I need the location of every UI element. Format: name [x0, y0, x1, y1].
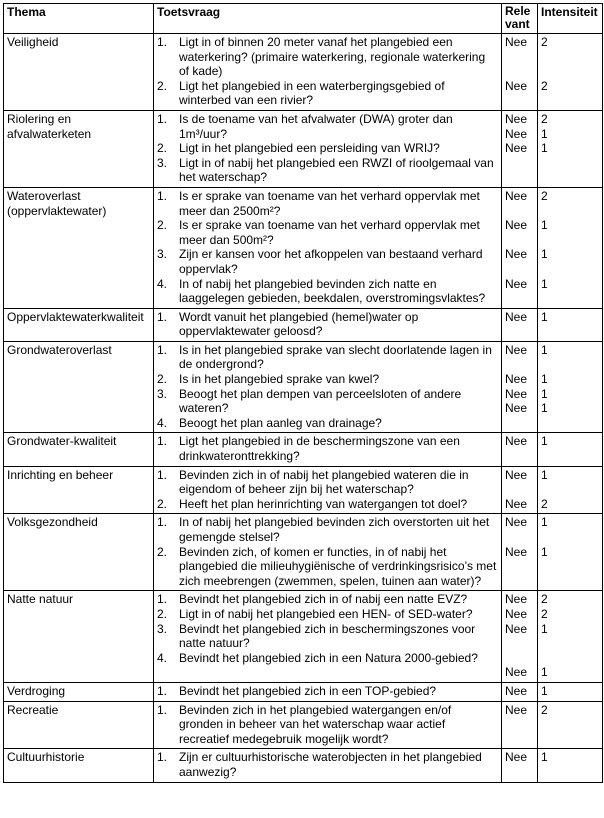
intensiteit-cell	[538, 341, 603, 433]
question-item	[157, 592, 498, 607]
question-item	[157, 497, 498, 512]
thema-cell: Wateroverlast (oppervlaktewater)	[4, 187, 154, 308]
intensiteit-value	[541, 50, 599, 65]
relevant-value	[505, 482, 534, 497]
intensiteit-cell	[538, 682, 603, 701]
table-row	[4, 682, 603, 701]
question-number: 1.	[157, 750, 168, 765]
question-number: 1.	[157, 702, 168, 717]
question-item	[157, 310, 498, 339]
relevant-value: Nee	[505, 544, 528, 559]
intensiteit-value: 1	[541, 750, 548, 765]
header-toetsvraag: Toetsvraag	[154, 4, 502, 34]
intensiteit-value: 2	[541, 188, 548, 203]
intensiteit-cell	[538, 466, 603, 514]
relevant-value: Nee	[505, 592, 528, 607]
question-number: 4.	[157, 650, 168, 665]
relevant-value: Nee	[505, 750, 528, 765]
relevant-value	[505, 204, 534, 219]
question-number: 1.	[157, 35, 168, 49]
intensiteit-value: 1	[541, 126, 548, 141]
question-text: Heeft het plan herinrichting van watergangen tot doel?	[179, 496, 468, 511]
table-row	[4, 591, 603, 683]
intensiteit-value: 1	[541, 372, 548, 387]
question-number: 4.	[157, 415, 168, 430]
thema-cell: Inrichting en beheer	[4, 466, 154, 514]
question-text: Is er sprake van toename van het verhard oppervlak met meer dan 2500m²?	[179, 188, 480, 218]
question-number: 1.	[157, 683, 168, 698]
thema-cell: Verdroging	[4, 682, 154, 701]
question-text: Zijn er cultuurhistorische waterobjecten in het plangebied aanwezig?	[179, 750, 482, 779]
thema-cell: Grondwater-kwaliteit	[4, 433, 154, 466]
toetsvraag-cell	[154, 308, 502, 341]
question-list	[157, 703, 498, 747]
intensiteit-value: 1	[541, 621, 548, 636]
question-number: 1.	[157, 111, 168, 126]
thema-cell: Natte natuur	[4, 591, 154, 683]
relevant-value: Nee	[505, 606, 528, 621]
toetsvraag-cell	[154, 466, 502, 514]
question-item	[157, 141, 498, 156]
header-intensiteit: Intensiteit	[538, 4, 603, 34]
question-item	[157, 79, 498, 108]
intensiteit-value: 2	[541, 496, 548, 511]
question-item	[157, 607, 498, 622]
relevant-value: Nee	[505, 309, 528, 324]
relevant-cell	[502, 433, 538, 466]
toetsvraag-cell	[154, 749, 502, 782]
question-number: 2.	[157, 606, 168, 621]
table-body	[4, 34, 603, 783]
question-list	[157, 434, 498, 463]
question-item	[157, 387, 498, 416]
intensiteit-value: 2	[541, 111, 548, 126]
question-text: Ligt in het plangebied een persleiding van WRIJ?	[179, 141, 440, 156]
question-text: Bevinden zich in of nabij het plangebied wateren die in eigendom of beheer zijn bij het waterschap?	[179, 467, 469, 497]
intensiteit-cell	[538, 591, 603, 683]
toetsvragen-table	[3, 3, 603, 783]
question-item	[157, 434, 498, 463]
relevant-value	[505, 357, 534, 372]
table-row	[4, 701, 603, 749]
question-number: 2.	[157, 78, 168, 93]
question-list	[157, 35, 498, 108]
intensiteit-value: 1	[541, 386, 548, 401]
question-number: 2.	[157, 544, 168, 559]
relevant-cell	[502, 749, 538, 782]
intensiteit-value: 1	[541, 515, 548, 530]
header-thema: Thema	[4, 4, 154, 34]
table-row	[4, 34, 603, 111]
intensiteit-cell	[538, 110, 603, 187]
question-number: 1.	[157, 309, 168, 324]
relevant-cell	[502, 466, 538, 514]
thema-cell: Veiligheid	[4, 34, 154, 111]
relevant-cell	[502, 341, 538, 433]
intensiteit-value: 1	[541, 218, 548, 233]
question-list	[157, 310, 498, 339]
question-text: Is in het plangebied sprake van kwel?	[179, 372, 380, 387]
intensiteit-value	[541, 530, 599, 545]
question-number: 2.	[157, 496, 168, 511]
intensiteit-value: 2	[541, 35, 548, 49]
question-text: Bevindt het plangebied zich in een TOP-gebied?	[179, 683, 437, 698]
relevant-value: Nee	[505, 467, 528, 482]
question-item	[157, 189, 498, 218]
relevant-value: Nee	[505, 247, 528, 262]
intensiteit-cell	[538, 514, 603, 591]
relevant-cell	[502, 187, 538, 308]
question-list	[157, 112, 498, 185]
relevant-value	[505, 636, 534, 651]
question-list	[157, 515, 498, 588]
question-item	[157, 277, 498, 306]
relevant-cell	[502, 701, 538, 749]
thema-cell: Cultuurhistorie	[4, 749, 154, 782]
relevant-cell	[502, 591, 538, 683]
relevant-value: Nee	[505, 188, 528, 203]
intensiteit-value: 2	[541, 78, 548, 93]
table-row	[4, 433, 603, 466]
question-text: Ligt in of nabij het plangebied een RWZI of rioolgemaal van het waterschap?	[179, 155, 494, 185]
question-number: 2.	[157, 141, 168, 156]
relevant-cell	[502, 34, 538, 111]
intensiteit-value	[541, 233, 599, 248]
question-text: Bevindt het plangebied zich in een Natura 2000-gebied?	[179, 650, 478, 665]
intensiteit-value: 1	[541, 276, 548, 291]
question-item	[157, 468, 498, 497]
question-item	[157, 218, 498, 247]
question-list	[157, 684, 498, 699]
question-text: Ligt in of nabij het plangebied een HEN- of SED-water?	[179, 606, 473, 621]
question-item	[157, 343, 498, 372]
intensiteit-cell	[538, 701, 603, 749]
question-number: 1.	[157, 592, 168, 607]
thema-cell: Oppervlaktewaterkwaliteit	[4, 308, 154, 341]
relevant-value: Nee	[505, 372, 528, 387]
intensiteit-value: 1	[541, 247, 548, 262]
table-row	[4, 187, 603, 308]
toetsvraag-cell	[154, 682, 502, 701]
question-item	[157, 372, 498, 387]
relevant-value: Nee	[505, 342, 528, 357]
question-number: 1.	[157, 188, 168, 203]
question-list	[157, 468, 498, 512]
question-text: Is in het plangebied sprake van slecht doorlatende lagen in de ondergrond?	[179, 342, 492, 372]
thema-cell: Grondwateroverlast	[4, 341, 154, 433]
question-item	[157, 703, 498, 747]
question-number: 3.	[157, 247, 168, 262]
relevant-value: Nee	[505, 218, 528, 233]
intensiteit-cell	[538, 187, 603, 308]
toetsvraag-cell	[154, 187, 502, 308]
question-text: Beoogt het plan aanleg van drainage?	[179, 415, 382, 430]
thema-cell: Recreatie	[4, 701, 154, 749]
table-row	[4, 110, 603, 187]
relevant-value	[505, 262, 534, 277]
relevant-cell	[502, 514, 538, 591]
intensiteit-value	[541, 651, 599, 666]
question-item	[157, 416, 498, 431]
table-row	[4, 308, 603, 341]
question-item	[157, 35, 498, 79]
question-item	[157, 112, 498, 141]
question-text: Bevindt het plangebied zich in of nabij een natte EVZ?	[179, 592, 468, 607]
question-text: Bevindt het plangebied zich in beschermingszones voor natte natuur?	[179, 621, 476, 651]
question-item	[157, 515, 498, 544]
toetsvraag-cell	[154, 341, 502, 433]
question-text: Is de toename van het afvalwater (DWA) groter dan 1m³/uur?	[179, 111, 453, 141]
relevant-value: Nee	[505, 111, 528, 126]
intensiteit-value	[541, 262, 599, 277]
question-item	[157, 622, 498, 651]
intensiteit-value	[541, 204, 599, 219]
relevant-cell	[502, 682, 538, 701]
question-number: 3.	[157, 155, 168, 170]
intensiteit-cell	[538, 34, 603, 111]
question-text: Bevinden zich, of komen er functies, in of nabij het plangebied die milieuhygiënische of verdrinkingsrisico’s met zich meebrengen (zwemmen, spelen, tuinen aan water)?	[179, 544, 497, 588]
relevant-cell	[502, 308, 538, 341]
question-number: 4.	[157, 276, 168, 291]
question-text: In of nabij het plangebied bevinden zich natte en laaggelegen gebieden, beekdalen, overstromingsvlaktes?	[179, 276, 486, 306]
header-relevant: Rele vant	[502, 4, 538, 34]
question-number: 1.	[157, 342, 168, 357]
intensiteit-value: 2	[541, 606, 548, 621]
question-text: In of nabij het plangebied bevinden zich overstorten uit het gemengde stelsel?	[179, 515, 490, 544]
relevant-value: Nee	[505, 401, 528, 416]
relevant-value: Nee	[505, 683, 528, 698]
relevant-value: Nee	[505, 665, 528, 680]
intensiteit-value: 1	[541, 434, 548, 449]
intensiteit-value	[541, 482, 599, 497]
intensiteit-value: 1	[541, 544, 548, 559]
question-number: 1.	[157, 515, 168, 530]
intensiteit-value: 1	[541, 342, 548, 357]
intensiteit-value: 1	[541, 309, 548, 324]
intensiteit-value: 1	[541, 665, 548, 680]
relevant-value: Nee	[505, 35, 528, 49]
relevant-value: Nee	[505, 434, 528, 449]
relevant-value	[505, 233, 534, 248]
toetsvraag-cell	[154, 591, 502, 683]
table-row	[4, 749, 603, 782]
intensiteit-value: 1	[541, 683, 548, 698]
intensiteit-value: 2	[541, 592, 548, 607]
question-number: 2.	[157, 218, 168, 233]
table-row	[4, 341, 603, 433]
toetsvraag-cell	[154, 433, 502, 466]
question-number: 1.	[157, 467, 168, 482]
relevant-cell	[502, 110, 538, 187]
relevant-value: Nee	[505, 126, 528, 141]
relevant-value: Nee	[505, 702, 528, 717]
question-item	[157, 684, 498, 699]
relevant-value	[505, 530, 534, 545]
relevant-value	[505, 50, 534, 65]
thema-cell: Volksgezondheid	[4, 514, 154, 591]
question-text: Is er sprake van toename van het verhard oppervlak met meer dan 500m²?	[179, 218, 480, 247]
question-number: 3.	[157, 386, 168, 401]
relevant-value: Nee	[505, 496, 528, 511]
relevant-value	[505, 64, 534, 79]
relevant-value: Nee	[505, 78, 528, 93]
question-text: Ligt het plangebied in een waterbergingsgebied of winterbed van een rivier?	[179, 78, 445, 108]
intensiteit-cell	[538, 433, 603, 466]
thema-cell: Riolering en afvalwaterketen	[4, 110, 154, 187]
header-row	[4, 4, 603, 34]
intensiteit-value: 1	[541, 141, 548, 156]
intensiteit-value: 1	[541, 467, 548, 482]
question-text: Ligt in of binnen 20 meter vanaf het plangebied een waterkering? (primaire waterkering, regionale waterkering of kade)	[179, 35, 486, 79]
relevant-value: Nee	[505, 276, 528, 291]
question-text: Ligt het plangebied in de beschermingszone van een drinkwateronttrekking?	[179, 434, 460, 464]
question-list	[157, 189, 498, 306]
question-item	[157, 156, 498, 185]
toetsvraag-cell	[154, 514, 502, 591]
question-list	[157, 592, 498, 665]
intensiteit-value: 1	[541, 401, 548, 416]
intensiteit-value: 2	[541, 702, 548, 717]
question-list	[157, 750, 498, 779]
intensiteit-value	[541, 357, 599, 372]
question-number: 2.	[157, 372, 168, 387]
question-item	[157, 651, 498, 666]
intensiteit-cell	[538, 749, 603, 782]
intensiteit-value	[541, 636, 599, 651]
toetsvraag-cell	[154, 110, 502, 187]
toetsvraag-cell	[154, 34, 502, 111]
question-text: Zijn er kansen voor het afkoppelen van bestaand verhard oppervlak?	[179, 247, 483, 276]
question-list	[157, 343, 498, 431]
table-row	[4, 466, 603, 514]
relevant-value: Nee	[505, 515, 528, 530]
question-item	[157, 750, 498, 779]
question-number: 1.	[157, 434, 168, 449]
question-item	[157, 247, 498, 276]
question-number: 3.	[157, 621, 168, 636]
table-row	[4, 514, 603, 591]
question-text: Wordt vanuit het plangebied (hemel)water op oppervlaktewater geloosd?	[179, 309, 419, 339]
relevant-value	[505, 651, 534, 666]
question-item	[157, 545, 498, 589]
intensiteit-value	[541, 64, 599, 79]
intensiteit-cell	[538, 308, 603, 341]
question-text: Beoogt het plan dempen van perceelsloten of andere wateren?	[179, 386, 462, 416]
relevant-value: Nee	[505, 621, 528, 636]
relevant-value: Nee	[505, 386, 528, 401]
question-text: Bevinden zich in het plangebied watergangen en/of gronden in beheer van het waterschap waar actief recreatief medegebruik mogelijk wordt?	[179, 702, 452, 746]
relevant-value: Nee	[505, 141, 528, 156]
toetsvraag-cell	[154, 701, 502, 749]
